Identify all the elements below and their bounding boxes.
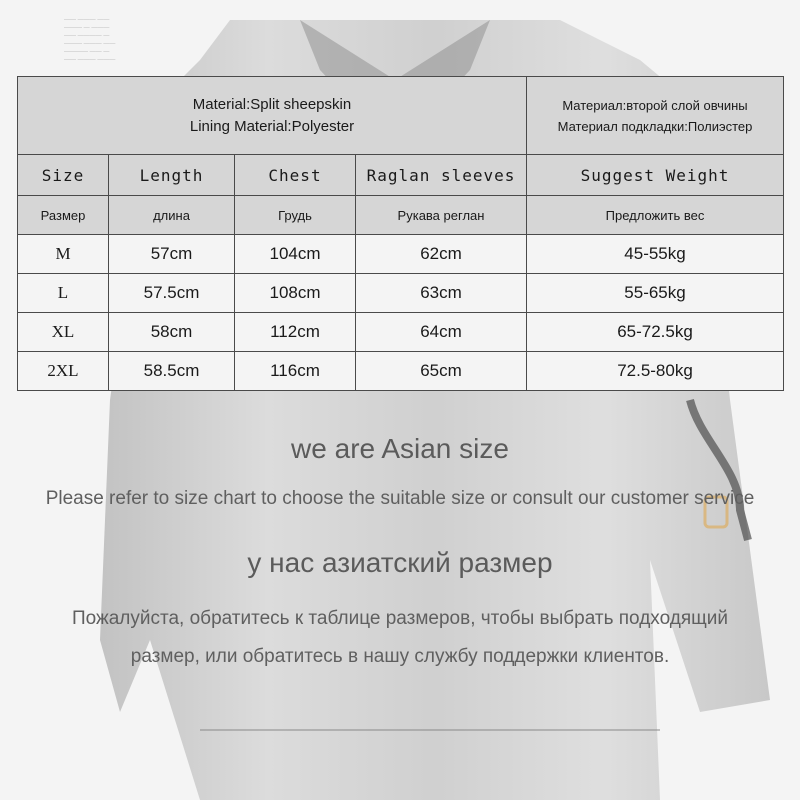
chest-cell: 116cm xyxy=(235,352,356,391)
table-row xyxy=(18,235,784,274)
header-sleeves-ru: Рукава реглан xyxy=(356,196,527,235)
header-length: Length xyxy=(109,155,235,196)
chest-cell: 104cm xyxy=(235,235,356,274)
size-advice-ru-line2: размер, или обратитесь в нашу службу поддержки клиентов. xyxy=(130,646,670,667)
weight-cell: 55-65kg xyxy=(527,274,784,313)
table-row xyxy=(18,274,784,313)
chest-cell: 108cm xyxy=(235,274,356,313)
header-row-en xyxy=(18,155,784,196)
asian-size-heading-en: we are Asian size xyxy=(291,433,509,464)
size-cell: L xyxy=(18,274,109,313)
size-cell: M xyxy=(18,235,109,274)
length-cell: 58.5cm xyxy=(109,352,235,391)
lining-ru-line: Материал подкладки:Полиэстер xyxy=(557,118,753,134)
header-length-ru: длина xyxy=(109,196,235,235)
header-size-ru: Размер xyxy=(18,196,109,235)
background-fine-print: —— ——— —— ——— — ——— —— ———— — ——— ——— —— ———— —— — —— ——— ——— xyxy=(64,17,116,63)
weight-cell: 72.5-80kg xyxy=(527,352,784,391)
size-advice-en: Please refer to size chart to choose the suitable size or consult our customer service xyxy=(45,488,755,509)
size-chart-table xyxy=(17,76,784,391)
sleeves-cell: 64cm xyxy=(356,313,527,352)
header-weight-ru: Предложить вес xyxy=(527,196,784,235)
sleeves-cell: 65cm xyxy=(356,352,527,391)
material-ru-line: Материал:второй слой овчины xyxy=(562,97,748,113)
material-ru-cell xyxy=(527,77,784,155)
table-row xyxy=(18,352,784,391)
header-chest-ru: Грудь xyxy=(235,196,356,235)
material-en-cell xyxy=(18,77,527,155)
length-cell: 58cm xyxy=(109,313,235,352)
chest-cell: 112cm xyxy=(235,313,356,352)
length-cell: 57cm xyxy=(109,235,235,274)
length-cell: 57.5cm xyxy=(109,274,235,313)
table-row xyxy=(18,313,784,352)
size-advice-ru-line1: Пожалуйста, обратитесь к таблице размеров, чтобы выбрать подходящий xyxy=(72,608,728,629)
header-sleeves: Raglan sleeves xyxy=(356,155,527,196)
size-cell: 2XL xyxy=(18,352,109,391)
weight-cell: 45-55kg xyxy=(527,235,784,274)
lining-en-line: Lining Material:Polyester xyxy=(189,117,355,135)
material-row xyxy=(18,77,784,155)
sleeves-cell: 62cm xyxy=(356,235,527,274)
material-en-line: Material:Split sheepskin xyxy=(192,95,352,113)
header-size: Size xyxy=(18,155,109,196)
header-chest: Chest xyxy=(235,155,356,196)
sleeves-cell: 63cm xyxy=(356,274,527,313)
size-advice-ru xyxy=(0,600,800,676)
size-cell: XL xyxy=(18,313,109,352)
header-weight: Suggest Weight xyxy=(527,155,784,196)
header-row-ru xyxy=(18,196,784,235)
asian-size-heading-ru: у нас азиатский размер xyxy=(247,547,553,578)
weight-cell: 65-72.5kg xyxy=(527,313,784,352)
